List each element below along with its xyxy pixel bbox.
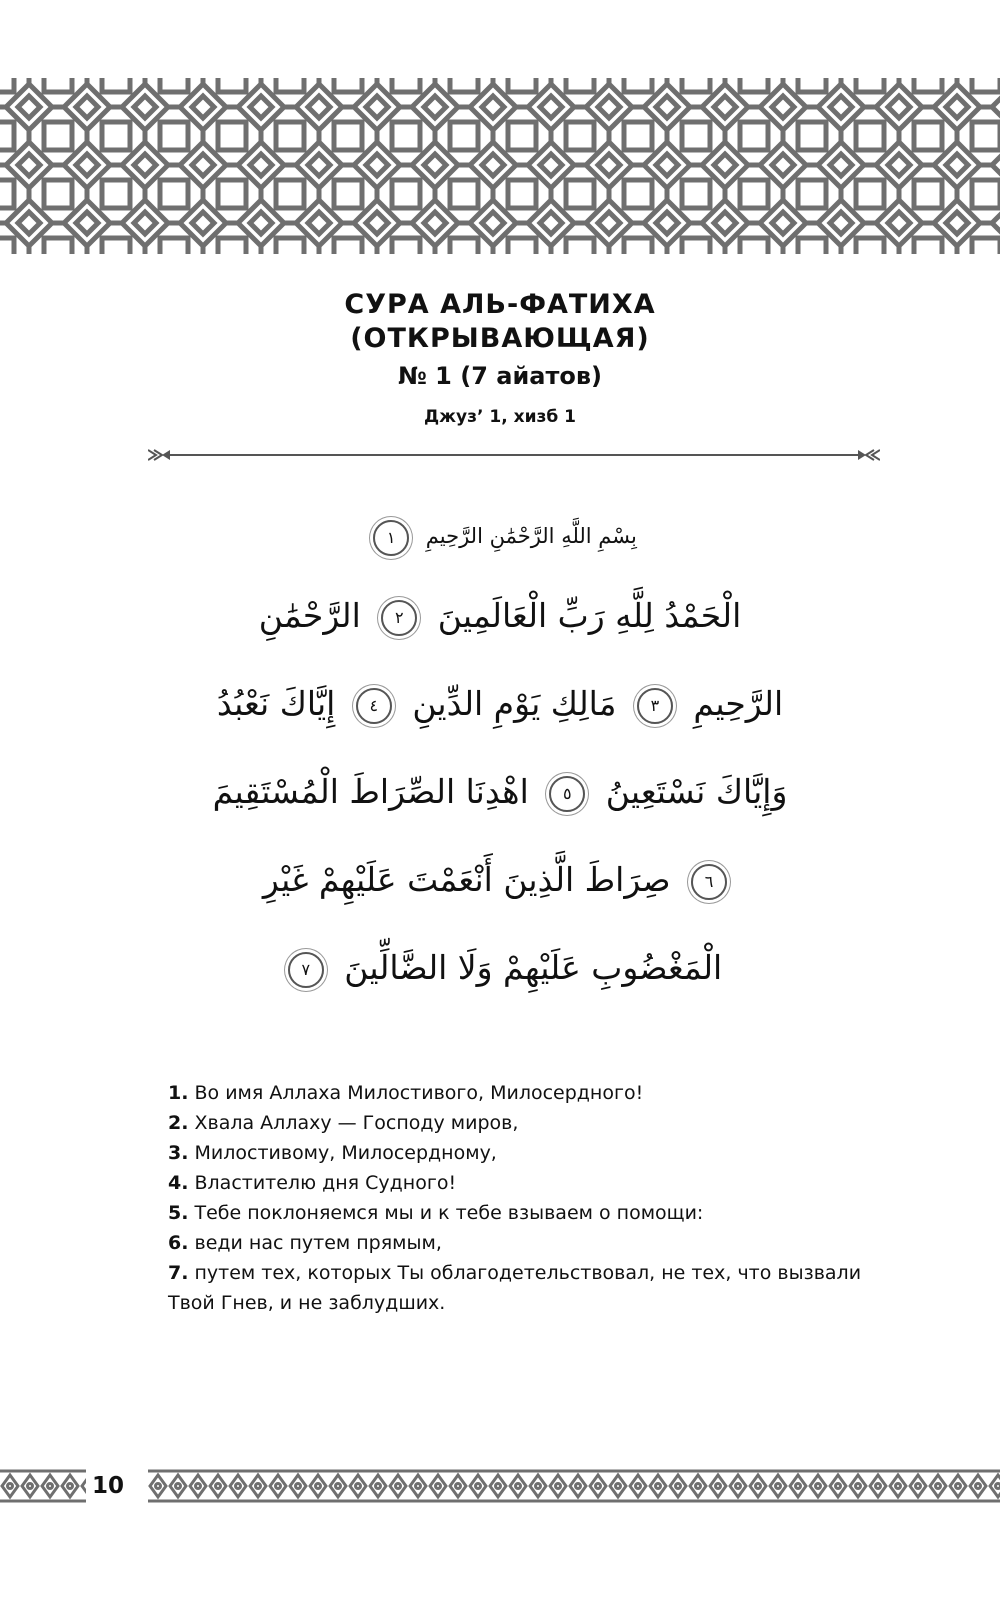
ayah-number-mark: ٦: [691, 864, 727, 900]
ayah-number-mark: ٣: [637, 688, 673, 724]
arabic-text: [200, 500, 800, 1012]
footer-ornament-left: [0, 1466, 86, 1506]
verse-number: 7.: [168, 1262, 189, 1284]
page-number: 10: [92, 1473, 125, 1499]
ayah-number-mark: ٧: [288, 952, 324, 988]
arrow-divider: [148, 446, 880, 464]
arabic-line: [200, 660, 800, 748]
footer-ornament-right: [148, 1466, 1000, 1506]
translation-verse: [168, 1108, 888, 1138]
header-ornament-band: [0, 78, 1000, 254]
translation-text: [168, 1078, 888, 1318]
arabic-verse-text: الْحَمْدُ لِلَّهِ رَبِّ الْعَالَمِينَ: [437, 596, 742, 635]
arabic-line: [200, 748, 800, 836]
surah-number: № 1 (7 айатов): [397, 362, 603, 390]
arabic-verse-text: بِسْمِ اللَّهِ الرَّحْمَٰنِ الرَّحِيمِ: [425, 524, 637, 548]
ayah-number-mark: ٢: [381, 600, 417, 636]
translation-verse: [168, 1258, 888, 1318]
ayah-number-mark: ٥: [549, 776, 585, 812]
arabic-verse-text: إِيَّاكَ نَعْبُدُ: [216, 684, 336, 723]
translation-verse: [168, 1078, 888, 1108]
arabic-verse-text: مَالِكِ يَوْمِ الدِّينِ: [412, 684, 617, 723]
verse-number: 4.: [168, 1172, 189, 1194]
translation-verse: [168, 1168, 888, 1198]
arabic-verse-text: صِرَاطَ الَّذِينَ أَنْعَمْتَ عَلَيْهِمْ غَيْرِ: [262, 860, 671, 899]
verse-number: 2.: [168, 1112, 189, 1134]
surah-title: СУРА АЛЬ-ФАТИХА: [344, 289, 656, 320]
verse-number: 1.: [168, 1082, 189, 1104]
verse-text: Тебе поклоняемся мы и к тебе взываем о помощи:: [188, 1202, 704, 1224]
translation-verse: [168, 1228, 888, 1258]
arabic-line: [200, 924, 800, 1012]
verse-text: веди нас путем прямым,: [188, 1232, 442, 1254]
arabic-verse-text: الْمَغْضُوبِ عَلَيْهِمْ وَلَا الضَّالِّينَ: [344, 948, 723, 987]
verse-number: 5.: [168, 1202, 189, 1224]
arabic-line: [200, 836, 800, 924]
arabic-verse-text: الرَّحْمَٰنِ: [258, 596, 361, 635]
translation-verse: [168, 1198, 888, 1228]
verse-text: Хвала Аллаху — Господу миров,: [188, 1112, 519, 1134]
verse-text: Во имя Аллаха Милостивого, Милосердного!: [188, 1082, 644, 1104]
verse-number: 6.: [168, 1232, 189, 1254]
surah-subtitle: (ОТКРЫВАЮЩАЯ): [350, 323, 650, 354]
arabic-line: [200, 500, 800, 572]
verse-text: путем тех, которых Ты облагодетельствовал, не тех, что вызвали Твой Гнев, и не заблудших.: [168, 1262, 862, 1314]
verse-text: Милостивому, Милосердному,: [188, 1142, 497, 1164]
ayah-number-mark: ١: [373, 520, 409, 556]
arabic-verse-text: الرَّحِيمِ: [693, 684, 784, 723]
ayah-number-mark: ٤: [356, 688, 392, 724]
arabic-verse-text: اهْدِنَا الصِّرَاطَ الْمُسْتَقِيمَ: [212, 772, 529, 811]
arabic-line: [200, 572, 800, 660]
juz-hizb-info: Джуз’ 1, хизб 1: [424, 407, 576, 427]
arabic-verse-text: وَإِيَّاكَ نَسْتَعِينُ: [605, 772, 788, 811]
translation-verse: [168, 1138, 888, 1168]
verse-text: Властителю дня Судного!: [188, 1172, 457, 1194]
verse-number: 3.: [168, 1142, 189, 1164]
surah-title-block: [0, 288, 1000, 432]
